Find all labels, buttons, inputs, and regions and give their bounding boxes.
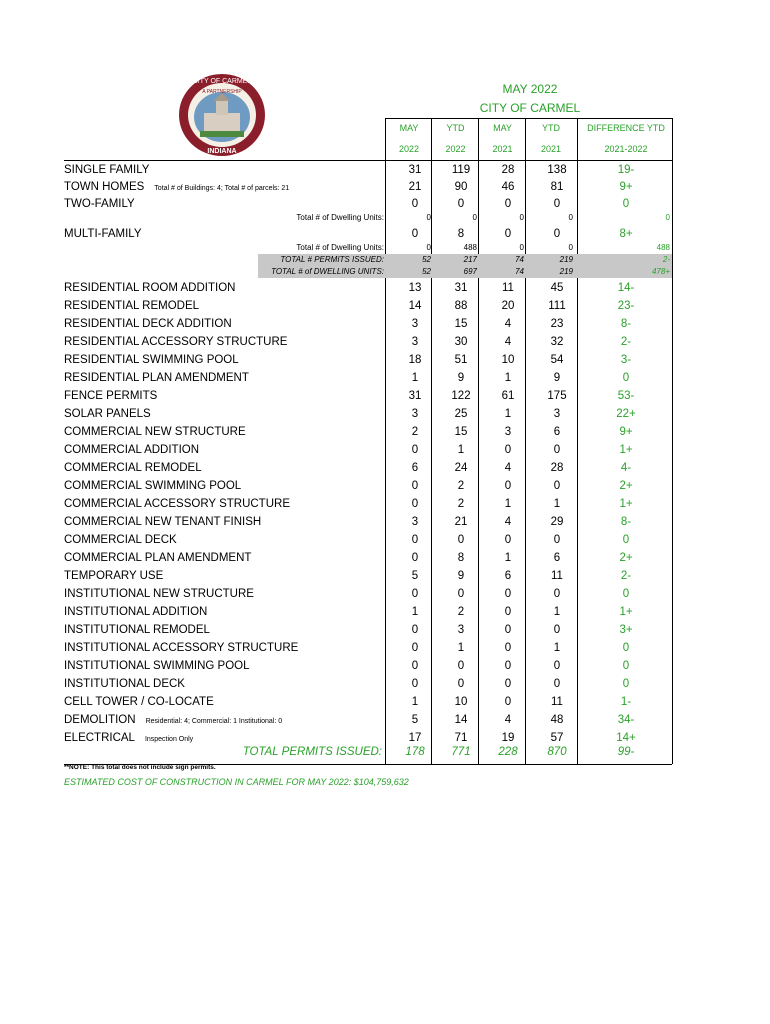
subtotal-value: 0 [426, 243, 431, 252]
row-value: 771 [451, 746, 471, 758]
table-row [64, 513, 674, 531]
grid-line [385, 118, 672, 119]
row-value: 46 [501, 181, 515, 193]
row-value: 15 [454, 426, 468, 438]
row-value: 14 [454, 714, 468, 726]
table-row [64, 387, 674, 405]
row-difference: 8- [620, 516, 632, 528]
row-difference: 0 [622, 198, 630, 210]
row-label: DEMOLITION [64, 714, 136, 726]
row-value: 18 [408, 354, 422, 366]
row-value: 0 [457, 198, 465, 210]
row-value: 28 [550, 462, 564, 474]
row-value: 10 [454, 696, 468, 708]
row-value: 3 [504, 426, 512, 438]
row-value: 6 [553, 426, 561, 438]
row-value: 0 [504, 480, 512, 492]
table-row [64, 567, 674, 585]
row-label: COMMERCIAL ACCESSORY STRUCTURE [64, 498, 290, 510]
table-row [64, 405, 674, 423]
subtotal-label: Total # of Dwelling Units: [296, 213, 384, 222]
subtotal-value: 0 [519, 213, 524, 222]
row-value: 30 [454, 336, 468, 348]
footnote: **NOTE: This total does not include sign permits. [64, 764, 216, 771]
row-value: 0 [411, 642, 419, 654]
row-value: 4 [504, 516, 512, 528]
column-header-label: YTD [542, 123, 560, 133]
row-value: 3 [411, 408, 419, 420]
row-value: 45 [550, 282, 564, 294]
row-label: COMMERCIAL REMODEL [64, 462, 202, 474]
row-value: 119 [451, 164, 471, 176]
table-row [64, 657, 674, 675]
table-row [64, 195, 674, 213]
row-value: 1 [504, 552, 512, 564]
row-difference: 0 [622, 372, 630, 384]
row-value: 0 [553, 198, 561, 210]
column-header-year: 2021-2022 [604, 144, 648, 154]
row-value: 51 [454, 354, 468, 366]
row-difference: 4- [620, 462, 632, 474]
row-value: 0 [504, 642, 512, 654]
subtotal-difference: 0 [665, 213, 670, 222]
row-label: COMMERCIAL PLAN AMENDMENT [64, 552, 252, 564]
subtotal-value: 488 [463, 243, 477, 252]
row-difference: 1+ [619, 606, 633, 618]
row-difference: 0 [622, 660, 630, 672]
column-header-label: MAY [399, 123, 419, 133]
column-header-year: 2021 [540, 144, 562, 154]
row-note: Residential: 4; Commercial: 1 Institutional: 0 [145, 718, 283, 725]
row-difference: 1+ [619, 444, 633, 456]
row-label: INSTITUTIONAL SWIMMING POOL [64, 660, 250, 672]
subtotal-difference: 478+ [651, 267, 670, 276]
table-row [64, 603, 674, 621]
row-difference: 23- [617, 300, 635, 312]
row-value: 0 [457, 588, 465, 600]
subtotal-value: 0 [426, 213, 431, 222]
row-label: RESIDENTIAL ACCESSORY STRUCTURE [64, 336, 288, 348]
row-note: Total # of Buildings: 4; Total # of parcels: 21 [154, 185, 290, 192]
table-row [64, 459, 674, 477]
row-value: 122 [451, 390, 471, 402]
column-header-year: 2022 [445, 144, 466, 154]
estimated-cost: ESTIMATED COST OF CONSTRUCTION IN CARMEL FOR MAY 2022: $104,759,632 [64, 777, 409, 787]
row-value: 0 [504, 606, 512, 618]
subtotal-row [64, 266, 674, 278]
row-difference: 2+ [619, 480, 633, 492]
row-value: 1 [411, 372, 419, 384]
row-value: 10 [501, 354, 515, 366]
row-value: 14 [408, 300, 422, 312]
subtotal-label: Total # of Dwelling Units: [296, 243, 384, 252]
row-label: COMMERCIAL NEW TENANT FINISH [64, 516, 262, 528]
row-difference: 14+ [616, 732, 636, 744]
row-label: COMMERCIAL ADDITION [64, 444, 200, 456]
row-value: 1 [504, 498, 512, 510]
row-label: MULTI-FAMILY [64, 228, 142, 240]
row-label: TEMPORARY USE [64, 570, 164, 582]
subtotal-value: 0 [519, 243, 524, 252]
subtotal-row [64, 242, 674, 254]
row-value: 0 [504, 198, 512, 210]
table-row [64, 369, 674, 387]
table-row [64, 441, 674, 459]
row-label: SINGLE FAMILY [64, 164, 150, 176]
row-value: 2 [457, 498, 465, 510]
row-value: 2 [457, 606, 465, 618]
row-value: 81 [550, 181, 564, 193]
row-value: 9 [457, 570, 465, 582]
row-value: 1 [553, 498, 561, 510]
row-value: 0 [411, 624, 419, 636]
row-value: 3 [411, 318, 419, 330]
subtotal-value: 217 [463, 255, 477, 264]
row-value: 0 [504, 534, 512, 546]
table-row [64, 161, 674, 179]
row-label: RESIDENTIAL DECK ADDITION [64, 318, 232, 330]
row-value: 178 [405, 746, 425, 758]
table-row [64, 549, 674, 567]
subtotal-difference: 488 [656, 243, 670, 252]
row-value: 0 [504, 588, 512, 600]
row-value: 3 [411, 336, 419, 348]
row-label: INSTITUTIONAL ADDITION [64, 606, 208, 618]
row-value: 0 [411, 552, 419, 564]
subtotal-row [64, 212, 674, 224]
row-value: 1 [504, 408, 512, 420]
row-value: 0 [411, 444, 419, 456]
row-value: 1 [553, 606, 561, 618]
row-label: RESIDENTIAL SWIMMING POOL [64, 354, 239, 366]
row-value: 57 [550, 732, 564, 744]
row-value: 25 [454, 408, 468, 420]
row-label: INSTITUTIONAL DECK [64, 678, 185, 690]
row-value: 48 [550, 714, 564, 726]
row-value: 0 [504, 678, 512, 690]
row-value: 0 [411, 480, 419, 492]
table-row [64, 711, 674, 729]
row-value: 0 [411, 588, 419, 600]
row-value: 5 [411, 714, 419, 726]
seal-top-text: CITY OF CARMEL [192, 78, 252, 85]
subtotal-value: 0 [568, 243, 573, 252]
row-value: 3 [553, 408, 561, 420]
row-label: COMMERCIAL SWIMMING POOL [64, 480, 242, 492]
row-difference: 0 [622, 642, 630, 654]
row-value: 4 [504, 318, 512, 330]
row-value: 175 [547, 390, 567, 402]
row-value: 1 [457, 642, 465, 654]
row-value: 71 [454, 732, 468, 744]
row-value: 0 [553, 588, 561, 600]
row-value: 13 [408, 282, 422, 294]
row-value: 0 [411, 198, 419, 210]
row-value: 88 [454, 300, 468, 312]
row-value: 0 [411, 534, 419, 546]
table-row [64, 279, 674, 297]
report-subtitle: CITY OF CARMEL [479, 101, 581, 115]
row-value: 0 [411, 678, 419, 690]
row-value: 0 [457, 660, 465, 672]
row-value: 228 [498, 746, 518, 758]
row-value: 24 [454, 462, 468, 474]
row-value: 0 [504, 444, 512, 456]
table-row [64, 423, 674, 441]
row-value: 29 [550, 516, 564, 528]
row-difference: 22+ [616, 408, 636, 420]
row-value: 3 [457, 624, 465, 636]
row-difference: 0 [622, 588, 630, 600]
table-row [64, 743, 674, 761]
subtotal-value: 0 [568, 213, 573, 222]
row-label: INSTITUTIONAL REMODEL [64, 624, 210, 636]
row-value: 5 [411, 570, 419, 582]
row-value: 17 [408, 732, 422, 744]
row-value: 2 [457, 480, 465, 492]
subtotal-value: 219 [559, 255, 573, 264]
subtotal-value: 219 [559, 267, 573, 276]
row-value: 21 [408, 181, 422, 193]
row-difference: 2+ [619, 552, 633, 564]
column-header-label: DIFFERENCE YTD [587, 123, 665, 133]
subtotal-value: 74 [515, 255, 524, 264]
row-difference: 2- [620, 570, 632, 582]
row-label: CELL TOWER / CO-LOCATE [64, 696, 214, 708]
subtotal-value: 74 [515, 267, 524, 276]
table-row [64, 297, 674, 315]
row-value: 6 [504, 570, 512, 582]
row-value: 3 [411, 516, 419, 528]
row-value: 1 [411, 696, 419, 708]
subtotal-value: 52 [422, 255, 431, 264]
row-difference: 8+ [619, 228, 633, 240]
row-difference: 2- [620, 336, 632, 348]
row-label: COMMERCIAL NEW STRUCTURE [64, 426, 246, 438]
row-value: 21 [454, 516, 468, 528]
row-label: RESIDENTIAL REMODEL [64, 300, 200, 312]
row-value: 0 [411, 228, 419, 240]
row-value: 31 [408, 164, 422, 176]
row-label: COMMERCIAL DECK [64, 534, 177, 546]
row-label: RESIDENTIAL ROOM ADDITION [64, 282, 236, 294]
row-difference: 9+ [619, 426, 633, 438]
row-value: 0 [411, 660, 419, 672]
row-value: 0 [553, 534, 561, 546]
city-seal [178, 73, 266, 157]
table-row [64, 621, 674, 639]
row-value: 9 [553, 372, 561, 384]
row-value: 6 [411, 462, 419, 474]
subtotal-label: TOTAL # of DWELLING UNITS: [271, 267, 384, 276]
subtotal-label: TOTAL # PERMITS ISSUED: [280, 255, 384, 264]
subtotal-row [64, 254, 674, 266]
row-difference: 0 [622, 678, 630, 690]
table-row [64, 693, 674, 711]
row-value: 0 [553, 480, 561, 492]
row-value: 8 [457, 552, 465, 564]
row-value: 0 [553, 444, 561, 456]
table-row [64, 675, 674, 693]
row-label: ELECTRICAL [64, 732, 135, 744]
row-difference: 0 [622, 534, 630, 546]
row-value: 870 [547, 746, 567, 758]
row-value: 90 [454, 181, 468, 193]
row-value: 31 [454, 282, 468, 294]
row-value: 9 [457, 372, 465, 384]
row-value: 11 [551, 696, 563, 708]
row-label: FENCE PERMITS [64, 390, 158, 402]
row-note: Inspection Only [144, 736, 194, 743]
row-value: 0 [553, 678, 561, 690]
row-value: 8 [457, 228, 465, 240]
row-value: 4 [504, 714, 512, 726]
row-difference: 3+ [619, 624, 633, 636]
row-difference: 3- [620, 354, 632, 366]
row-value: 4 [504, 336, 512, 348]
subtotal-value: 0 [472, 213, 477, 222]
row-difference: 1+ [619, 498, 633, 510]
row-value: 0 [504, 228, 512, 240]
row-value: 0 [457, 678, 465, 690]
row-value: 111 [548, 300, 566, 312]
table-row [64, 351, 674, 369]
row-value: 0 [504, 660, 512, 672]
row-value: 15 [454, 318, 468, 330]
column-header-year: 2021 [492, 144, 513, 154]
row-value: 28 [501, 164, 515, 176]
row-value: 0 [504, 624, 512, 636]
row-value: 0 [553, 228, 561, 240]
row-difference: 19- [617, 164, 635, 176]
table-row [64, 333, 674, 351]
row-difference: 34- [617, 714, 635, 726]
column-header-label: YTD [446, 123, 465, 133]
row-difference: 14- [617, 282, 635, 294]
table-row [64, 639, 674, 657]
table-row [64, 315, 674, 333]
row-difference: 1- [620, 696, 632, 708]
subtotal-value: 697 [463, 267, 477, 276]
row-value: 11 [551, 570, 563, 582]
table-row [64, 495, 674, 513]
seal-middle-text: A PARTNERSHIP [202, 89, 242, 95]
table-row [64, 477, 674, 495]
row-value: 19 [501, 732, 515, 744]
row-value: 54 [550, 354, 564, 366]
row-label: RESIDENTIAL PLAN AMENDMENT [64, 372, 249, 384]
row-difference: 53- [617, 390, 635, 402]
row-label: TWO-FAMILY [64, 198, 135, 210]
table-row [64, 585, 674, 603]
row-value: 6 [553, 552, 561, 564]
row-value: 1 [411, 606, 419, 618]
row-value: 23 [550, 318, 564, 330]
row-value: 32 [550, 336, 564, 348]
table-row [64, 178, 674, 196]
row-value: 1 [457, 444, 465, 456]
row-value: 1 [553, 642, 561, 654]
row-value: 2 [411, 426, 419, 438]
subtotal-difference: 2- [662, 255, 670, 264]
table-row [64, 225, 674, 243]
row-label: SOLAR PANELS [64, 408, 151, 420]
row-label: INSTITUTIONAL NEW STRUCTURE [64, 588, 254, 600]
seal-bottom-text: INDIANA [207, 148, 237, 155]
column-header-label: MAY [493, 123, 512, 133]
row-difference: 99- [617, 746, 635, 758]
row-value: 1 [504, 372, 512, 384]
row-value: 0 [553, 624, 561, 636]
column-header-year: 2022 [398, 144, 420, 154]
row-difference: 9+ [619, 181, 633, 193]
row-value: 4 [504, 462, 512, 474]
row-value: 0 [457, 534, 465, 546]
row-value: 11 [502, 282, 514, 294]
table-row [64, 531, 674, 549]
row-value: 0 [411, 498, 419, 510]
row-value: 20 [501, 300, 515, 312]
row-label: TOWN HOMES [64, 181, 145, 193]
row-value: 0 [504, 696, 512, 708]
row-value: 31 [408, 390, 422, 402]
row-difference: 8- [620, 318, 632, 330]
row-label: INSTITUTIONAL ACCESSORY STRUCTURE [64, 642, 299, 654]
report-title: MAY 2022 [502, 82, 558, 96]
row-value: 0 [553, 660, 561, 672]
subtotal-value: 52 [422, 267, 431, 276]
row-label: TOTAL PERMITS ISSUED: [242, 746, 382, 758]
row-value: 61 [501, 390, 515, 402]
row-value: 138 [547, 164, 567, 176]
